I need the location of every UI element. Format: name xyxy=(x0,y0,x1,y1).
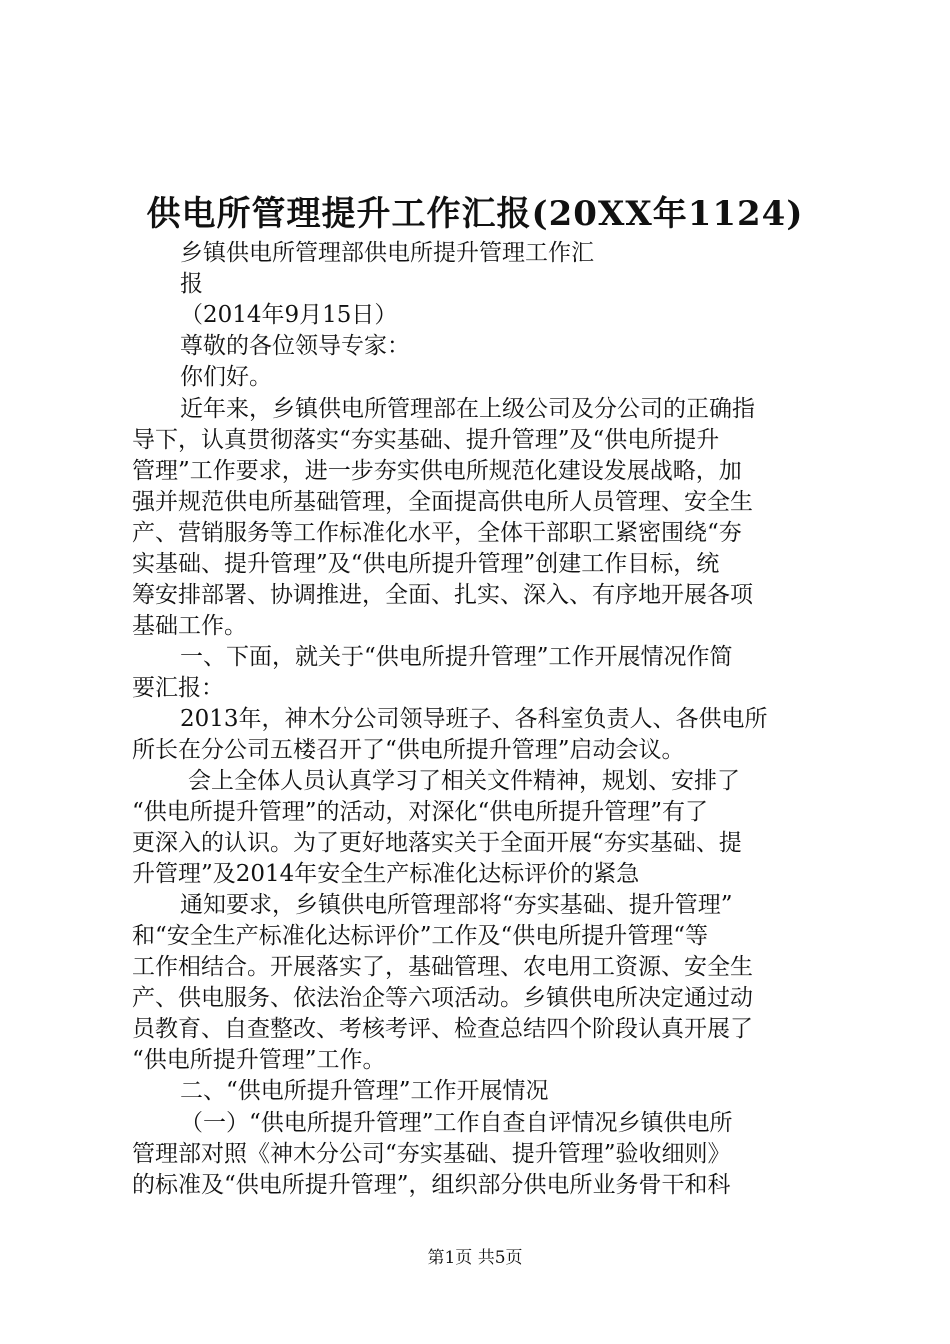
report-date: （2014年9月15日） xyxy=(180,302,398,328)
text-line: 基础工作。 xyxy=(132,613,247,639)
text-line: 会上全体人员认真学习了相关文件精神，规划、安排了 xyxy=(188,768,740,794)
text-line: 一、下面，就关于“供电所提升管理”工作开展情况作简 xyxy=(180,644,733,670)
text-line: 通知要求，乡镇供电所管理部将“夯实基础、提升管理” xyxy=(180,892,733,918)
text-line: 二、“供电所提升管理”工作开展情况 xyxy=(180,1078,549,1104)
text-line: 产、营销服务等工作标准化水平，全体干部职工紧密围绕“夯 xyxy=(132,520,742,546)
subtitle-line-cont: 报 xyxy=(180,271,203,297)
text-line: 员教育、自查整改、考核考评、检查总结四个阶段认真开展了 xyxy=(132,1016,753,1042)
text-line: 和“安全生产标准化达标评价”工作及“供电所提升管理“等 xyxy=(132,923,709,949)
text-line: （一）“供电所提升管理”工作自查自评情况乡镇供电所 xyxy=(180,1110,733,1136)
text-line: 产、供电服务、依法治企等六项活动。乡镇供电所决定通过动 xyxy=(132,985,753,1011)
text-line: 的标准及“供电所提升管理”，组织部分供电所业务骨干和科 xyxy=(132,1172,731,1198)
text-line: 实基础、提升管理”及“供电所提升管理”创建工作目标，统 xyxy=(132,551,720,577)
subtitle-line: 乡镇供电所管理部供电所提升管理工作汇 xyxy=(180,240,594,266)
text-line: 要汇报： xyxy=(132,675,224,701)
text-line: 升管理”及2014年安全生产标准化达标评价的紧急 xyxy=(132,861,640,887)
text-line: 管理部对照《神木分公司“夯实基础、提升管理”验收细则》 xyxy=(132,1141,731,1167)
greeting: 你们好。 xyxy=(180,364,272,390)
text-line: 2013年，神木分公司领导班子、各科室负责人、各供电所 xyxy=(180,706,768,732)
text-line: 筹安排部署、协调推进，全面、扎实、深入、有序地开展各项 xyxy=(132,582,753,608)
text-line: “供电所提升管理”工作。 xyxy=(132,1047,386,1073)
text-line: 工作相结合。开展落实了，基础管理、农电用工资源、安全生 xyxy=(132,954,753,980)
document-title: 供电所管理提升工作汇报(20XX年1124) xyxy=(146,194,804,234)
text-line: 导下，认真贯彻落实“夯实基础、提升管理”及“供电所提升 xyxy=(132,427,720,453)
text-line: 近年来，乡镇供电所管理部在上级公司及分公司的正确指 xyxy=(180,396,755,422)
text-line: 更深入的认识。为了更好地落实关于全面开展“夯实基础、提 xyxy=(132,830,742,856)
page-footer: 第1页 共5页 xyxy=(427,1248,523,1268)
salutation: 尊敬的各位领导专家： xyxy=(180,333,410,359)
text-line: 所长在分公司五楼召开了“供电所提升管理”启动会议。 xyxy=(132,737,685,763)
text-line: 管理”工作要求，进一步夯实供电所规范化建设发展战略，加 xyxy=(132,458,742,484)
text-line: 强并规范供电所基础管理，全面提高供电所人员管理、安全生 xyxy=(132,489,753,515)
text-line: “供电所提升管理”的活动，对深化“供电所提升管理”有了 xyxy=(132,799,709,825)
